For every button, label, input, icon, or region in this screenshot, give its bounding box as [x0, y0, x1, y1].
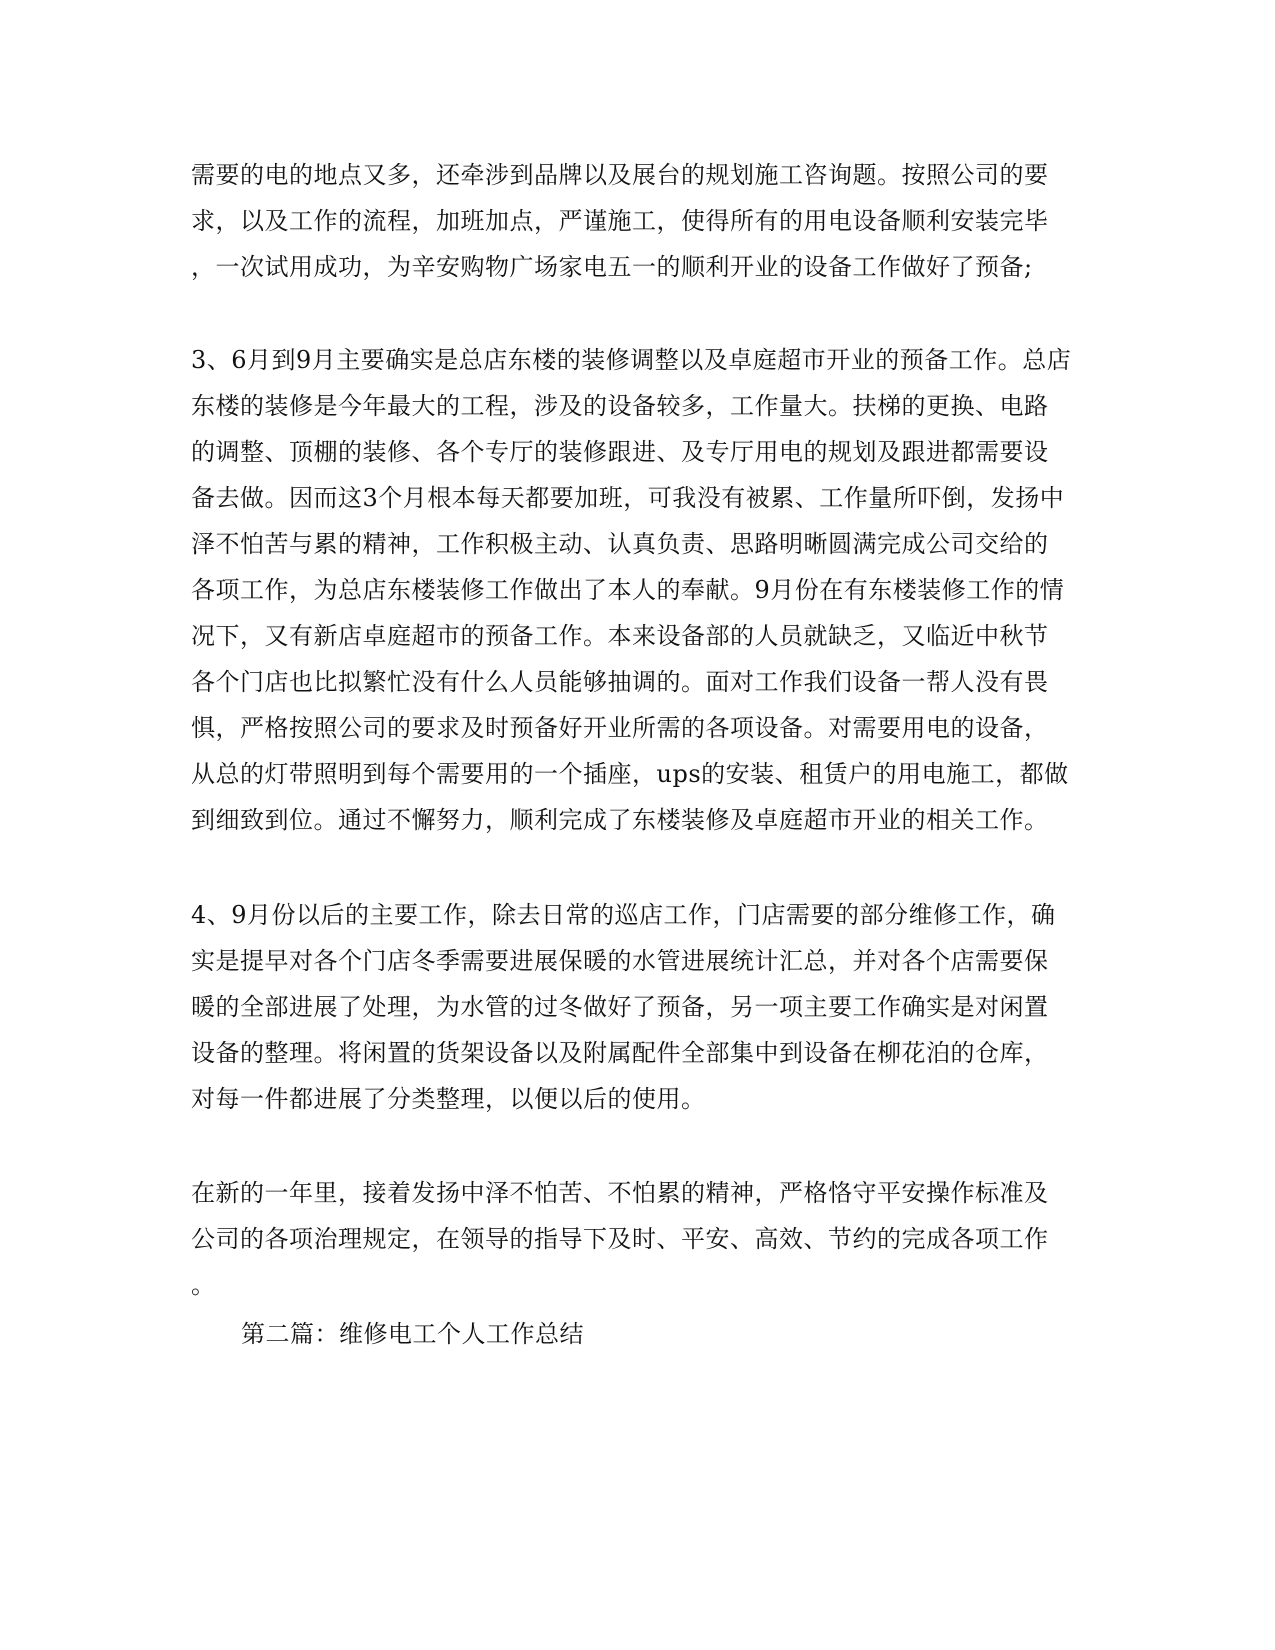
- text-line: 的调整、顶棚的装修、各个专厅的装修跟进、及专厅用电的规划及跟进都需要设: [191, 438, 1049, 466]
- text-line: 惧，严格按照公司的要求及时预备好开业所需的各项设备。对需要用电的设备，: [191, 714, 1049, 742]
- section-heading: 第二篇：维修电工个人工作总结: [241, 1320, 584, 1348]
- text-line: 4、9月份以后的主要工作，除去日常的巡店工作，门店需要的部分维修工作，确: [191, 901, 1056, 929]
- text-line: 。: [191, 1271, 216, 1299]
- text-line: 从总的灯带照明到每个需要用的一个插座，ups的安装、租赁户的用电施工，都做: [191, 760, 1069, 788]
- text-line: 泽不怕苦与累的精神，工作积极主动、认真负责、思路明晰圆满完成公司交给的: [191, 530, 1049, 558]
- text-line: 东楼的装修是今年最大的工程，涉及的设备较多，工作量大。扶梯的更换、电路: [191, 392, 1049, 420]
- text-line: 设备的整理。将闲置的货架设备以及附属配件全部集中到设备在柳花泊的仓库，: [191, 1039, 1049, 1067]
- text-line: 各个门店也比拟繁忙没有什么人员能够抽调的。面对工作我们设备一帮人没有畏: [191, 668, 1049, 696]
- text-line: 况下，又有新店卓庭超市的预备工作。本来设备部的人员就缺乏，又临近中秋节: [191, 622, 1049, 650]
- text-line: 3、6月到9月主要确实是总店东楼的装修调整以及卓庭超市开业的预备工作。总店: [191, 346, 1072, 374]
- text-line: 各项工作，为总店东楼装修工作做出了本人的奉献。9月份在有东楼装修工作的情: [191, 576, 1065, 604]
- text-line: 对每一件都进展了分类整理，以便以后的使用。: [191, 1085, 706, 1113]
- text-line: 求，以及工作的流程，加班加点，严谨施工，使得所有的用电设备顺利安装完毕: [191, 207, 1049, 235]
- text-line: 备去做。因而这3个月根本每天都要加班，可我没有被累、工作量所吓倒，发扬中: [191, 484, 1065, 512]
- text-line: 在新的一年里，接着发扬中泽不怕苦、不怕累的精神，严格恪守平安操作标准及: [191, 1179, 1049, 1207]
- text-line: 暖的全部进展了处理，为水管的过冬做好了预备，另一项主要工作确实是对闲置: [191, 993, 1049, 1021]
- text-line: 公司的各项治理规定，在领导的指导下及时、平安、高效、节约的完成各项工作: [191, 1225, 1049, 1253]
- text-line: 到细致到位。通过不懈努力，顺利完成了东楼装修及卓庭超市开业的相关工作。: [191, 806, 1049, 834]
- text-line: 实是提早对各个门店冬季需要进展保暖的水管进展统计汇总，并对各个店需要保: [191, 947, 1049, 975]
- text-line: 需要的电的地点又多，还牵涉到品牌以及展台的规划施工咨询题。按照公司的要: [191, 161, 1049, 189]
- text-line: ，一次试用成功，为辛安购物广场家电五一的顺利开业的设备工作做好了预备;: [191, 253, 1033, 281]
